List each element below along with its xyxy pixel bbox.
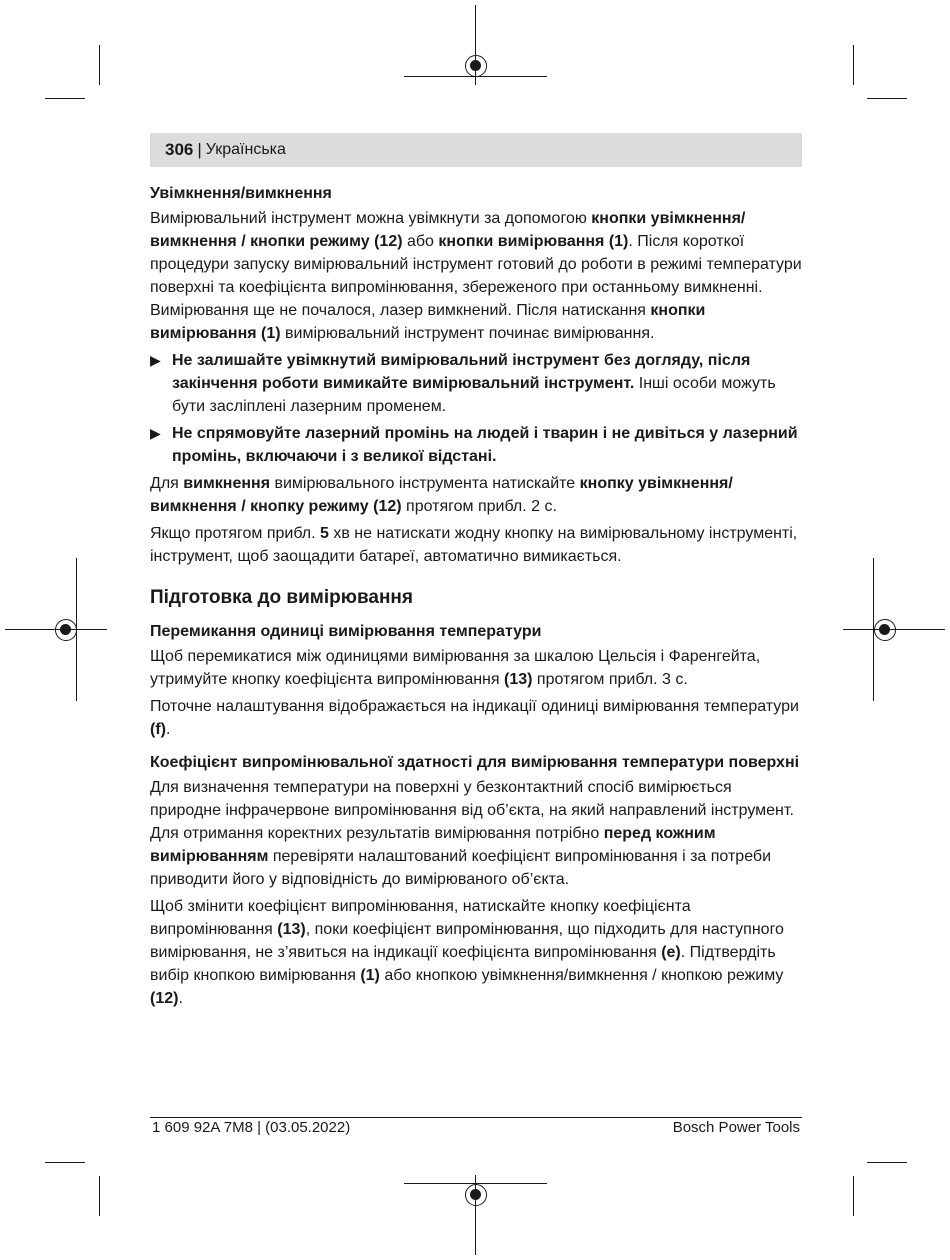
registration-target-icon <box>55 619 77 641</box>
registration-target-icon <box>465 1184 487 1206</box>
paragraph: Для вимкнення вимірювального інструмента натискайте кнопку увімкнення/ вимкнення / кнопку режиму (12) протягом прибл. 2 с. <box>150 475 733 515</box>
crop-mark <box>45 1162 85 1163</box>
document-code: 1 609 92A 7M8 | (03.05.2022) <box>152 1119 351 1136</box>
paragraph: Щоб змінити коефіцієнт випромінювання, натискайте кнопку коефіцієнта випромінювання (13), поки коефіцієнт випромінювання, що підходить для наступного вимірювання, не з’явиться на індикації коефіцієнта випромінювання (e). Підтвердіть вибір кнопкою вимірювання (1) або кнопкою увімкнення/вимкнення / кнопкою режиму (12). <box>150 898 784 1007</box>
subsection-title-units: Перемикання одиниці вимірювання температури <box>150 623 542 640</box>
crop-mark <box>99 45 100 85</box>
paragraph: Щоб перемикатися між одиницями вимірювання за шкалою Цельсія і Фаренгейта, утримуйте кнопку коефіцієнта випромінювання (13) протягом прибл. 3 с. <box>150 648 761 688</box>
safety-warning: ▶ Не спрямовуйте лазерний промінь на людей і тварин і не дивіться у лазерний промінь, включаючи і з великої відстані. <box>150 422 802 468</box>
paragraph: Вимірювальний інструмент можна увімкнути за допомогою кнопки увімкнення/ вимкнення / кнопки режиму (12) або кнопки вимірювання (1). Після короткої процедури запуску вимірювальний інструмент готовий до роботи в режимі температури поверхні та коефіцієнта випромінювання, збереженого при останньому вимкненні. Вимірювання ще не почалося, лазер вимкнений. Після натискання кнопки вимірювання (1) вимірювальний інструмент починає вимірювання. <box>150 210 802 342</box>
subsection-title-emissivity: Коефіцієнт випромінювальної здатності для вимірювання температури поверхні <box>150 754 800 771</box>
crop-mark <box>853 1176 854 1216</box>
section-title-preparation: Підготовка до вимірювання <box>150 587 413 608</box>
brand-name: Bosch Power Tools <box>672 1119 800 1136</box>
registration-target-icon <box>465 55 487 77</box>
paragraph: Якщо протягом прибл. 5 хв не натискати жодну кнопку на вимірювальному інструменті, інструмент, щоб заощадити батареї, автоматично вимикається. <box>150 525 798 565</box>
language-label: Українська <box>205 141 286 158</box>
crop-mark <box>867 1162 907 1163</box>
crop-mark <box>867 98 907 99</box>
warning-bullet-icon: ▶ <box>150 425 161 441</box>
crop-mark <box>853 45 854 85</box>
crop-mark <box>99 1176 100 1216</box>
warning-bullet-icon: ▶ <box>150 352 161 368</box>
paragraph: Для визначення температури на поверхні у безконтактний спосіб вимірюється природне інфрачервоне випромінювання від об’єкта, на який направлений інструмент. Для отримання коректних результатів вимірювання потрібно перед кожним вимірюванням перевіряти налаштований коефіцієнт випромінювання і за потреби приводити його у відповідність до вимірюваного об’єкта. <box>150 779 794 888</box>
footer-divider <box>150 1117 802 1118</box>
main-content <box>150 182 802 1014</box>
page-number: 306 <box>165 140 194 159</box>
page-header <box>150 133 802 167</box>
safety-warning: ▶ Не залишайте увімкнутий вимірювальний інструмент без догляду, після закінчення роботи вимикайте вимірювальний інструмент. Інші особи можуть бути засліплені лазерним променем. <box>150 349 802 418</box>
header-separator: | <box>197 140 202 159</box>
crop-mark <box>45 98 85 99</box>
section-title-on-off: Увімкнення/вимкнення <box>150 185 332 202</box>
paragraph: Поточне налаштування відображається на індикації одиниці вимірювання температури (f). <box>150 698 799 738</box>
registration-target-icon <box>874 619 896 641</box>
